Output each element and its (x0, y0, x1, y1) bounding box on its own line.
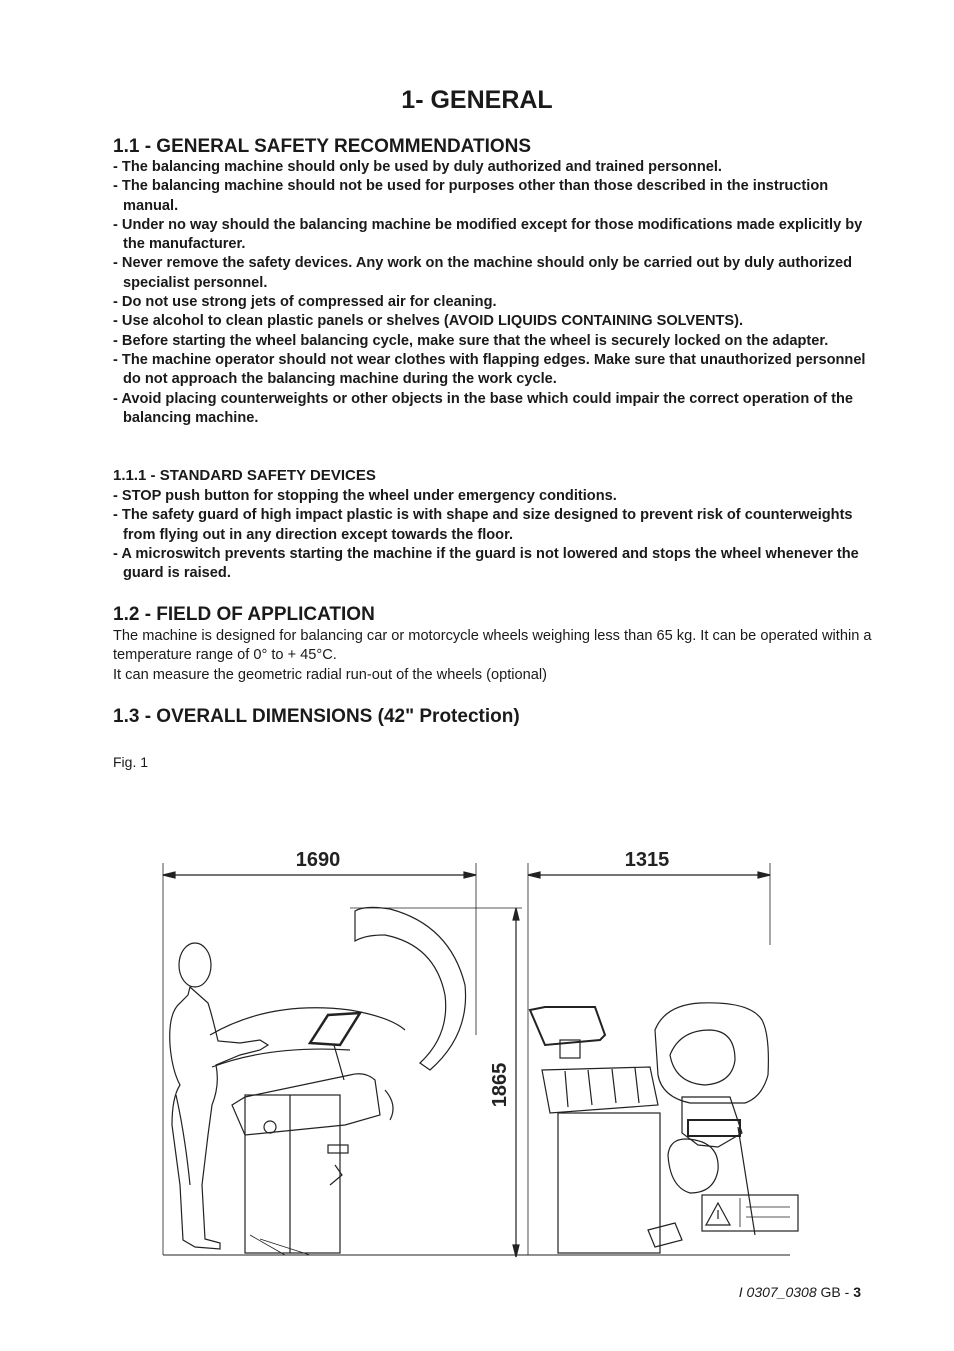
page-number: 3 (853, 1284, 861, 1300)
document-code: I 0307_0308 (738, 1284, 817, 1300)
list-item: - Before starting the wheel balancing cycle, make sure that the wheel is securely locked on the adapter. (113, 332, 829, 349)
list-item: - The balancing machine should only be used by duly authorized and trained personnel. (113, 159, 722, 175)
list-item: - Never remove the safety devices. Any work on the machine should only be carried out by duly authorized specialist personnel. (113, 255, 853, 291)
list-item: - Use alcohol to clean plastic panels or shelves (AVOID LIQUIDS CONTAINING SOLVENTS). (113, 313, 744, 330)
paragraph: It can measure the geometric radial run-out of the wheels (optional) (113, 666, 547, 683)
section-heading-field-of-application: 1.2 - FIELD OF APPLICATION (113, 604, 375, 625)
figure-label: Fig. 1 (113, 754, 149, 770)
dimension-label: 1315 (624, 849, 670, 871)
machine-front-view (530, 1003, 798, 1253)
operator-figure (170, 943, 268, 1249)
dimension-width-front (528, 849, 770, 1255)
safety-devices-list (113, 487, 873, 583)
machine-side-view (210, 907, 466, 1255)
safety-recommendations-list (113, 158, 873, 428)
list-item: - STOP push button for stopping the wheel under emergency conditions. (113, 488, 617, 504)
list-item: - A microswitch prevents starting the machine if the guard is not lowered and stops the wheel whenever the guard is raised. (113, 545, 859, 582)
list-item: - Do not use strong jets of compressed air for cleaning. (113, 294, 497, 311)
language-code: GB (820, 1284, 841, 1300)
dimension-width-side (163, 849, 476, 1255)
section-heading-general-safety: 1.1 - GENERAL SAFETY RECOMMENDATIONS (113, 136, 532, 157)
field-of-application-text (113, 627, 873, 685)
page-footer (739, 1284, 861, 1300)
footer-separator: - (844, 1284, 850, 1300)
overall-dimensions-drawing (150, 835, 810, 1265)
list-item: - Avoid placing counterweights or other objects in the base which could impair the correct operation of the balancing machine. (113, 390, 854, 426)
list-item: - Under no way should the balancing machine be modified except for those modifications made explicitly by the manufacturer. (113, 216, 863, 253)
page-title: 1- GENERAL (401, 86, 553, 114)
section-heading-overall-dimensions: 1.3 - OVERALL DIMENSIONS (42" Protection) (113, 706, 520, 727)
dimension-label: 1865 (489, 1062, 511, 1108)
paragraph: The machine is designed for balancing car or motorcycle wheels weighing less than 65 kg. It can be operated within a temperature range of 0° to + 45°C. (113, 628, 872, 664)
list-item: - The balancing machine should not be used for purposes other than those described in the instruction manual. (113, 178, 829, 214)
list-item: - The machine operator should not wear clothes with flapping edges. Make sure that unauthorized personnel do not approach the balancing machine during the work cycle. (113, 351, 866, 388)
section-heading-standard-safety-devices: 1.1.1 - STANDARD SAFETY DEVICES (113, 467, 376, 484)
list-item: - The safety guard of high impact plastic is with shape and size designed to prevent risk of counterweights from flying out in any direction except towards the floor. (113, 507, 853, 543)
dimension-label: 1690 (295, 849, 341, 871)
